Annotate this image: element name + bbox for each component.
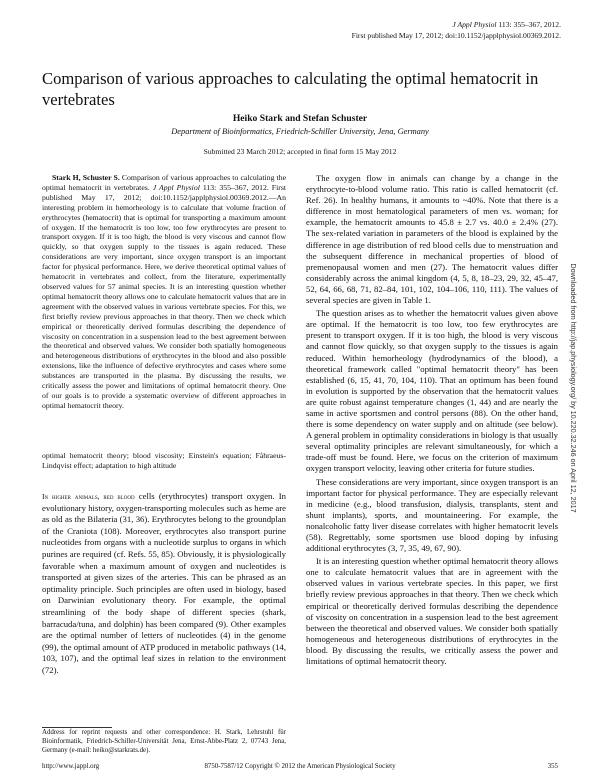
running-header bbox=[352, 20, 561, 41]
paragraph-importance: These considerations are very important, since oxygen transport is an important factor for physical performance. They are especially relevant in medicine (e.g., blood transfusion, dialysis, transplants, stent and shunt implants), sports, and mountaineering. For example, the nonalcoholic fatty liver disease correlates with higher hematocrit levels (58). Regrettably, some sportsmen use blood doping by infusing additional erythrocytes (3, 7, 35, 49, 67, 90). bbox=[306, 476, 558, 554]
intro-lead: In higher animals, red blood bbox=[42, 492, 135, 501]
citation: 113: 355–367, 2012. bbox=[498, 20, 561, 29]
submission-dates: Submitted 23 March 2012; accepted in final form 15 May 2012 bbox=[203, 147, 397, 156]
keywords: optimal hematocrit theory; blood viscosity; Einstein's equation; Fåhraeus-Lindqvist effect; adaptation to high altitude bbox=[42, 451, 286, 470]
paragraph-paper-aims: It is an interesting question whether optimal hematocrit theory allows one to calculate hematocrit values that are in agreement with the observed values in various vertebrate species. In this paper, we first briefly review previous approaches in that theory. Then we check which empirical or theoretically derived formulas describing the dependence of viscosity on concentration in a suspension lead to the best agreement between the theoretical and observed values. We consider both spatially homogeneous and heterogeneous distributions of erythrocytes in the blood. By discussing the results, we critically assess the power and limitations of optimal hematocrit theory. bbox=[306, 556, 558, 667]
paragraph-hematocrit-intro: The oxygen flow in animals can change by a change in the erythrocyte-to-blood volume ratio. This ratio is called hematocrit (cf. Ref. 26). In healthy humans, it amounts to ~40%. Note that there is a difference in most hematological parameters of men vs. woman; for example, the hematocrit amounts to 45.8 ± 2.7 vs. 40.0 ± 2.4% (27). The sex-related variation in parameters of the blood is explained by the difference in age distribution of red blood cells due to menstruation and the subsequent difference in mechanical properties of blood of premenopausal women and men (27). The hematocrit values differ considerably across the animal kingdom (4, 5, 8, 18–23, 29, 32, 45–47, 52, 64, 66, 68, 71, 82–84, 101, 102, 104–106, 110, 111). The values of several species are given in Table 1. bbox=[306, 173, 558, 306]
correspondence-footnote: Address for reprint requests and other correspondence: H. Stark, Lehrstuhl für Bioinformatik, Friedrich-Schiller-Universität Jena, Ernst-Abbe-Platz 2, 07743 Jena, Germany (e-mail: heiko@starkrats.de). bbox=[42, 729, 286, 754]
abstract-authors: Stark H, Schuster S. bbox=[52, 173, 120, 182]
affiliation: Department of Bioinformatics, Friedrich-Schiller University, Jena, Germany bbox=[171, 127, 429, 136]
footnote-rule bbox=[42, 727, 112, 728]
page-number: 355 bbox=[547, 763, 558, 770]
journal-url-link[interactable]: http://www.jappl.org bbox=[42, 763, 100, 770]
intro-body: cells (erythrocytes) transport oxygen. In evolutionary history, oxygen-transporting molecules such as heme are as old as the Bilateria (31, 36). Erythrocytes belong to the groundplan of the Craniota (108). Moreover, erythrocytes also transport purine nucleotides from organs with a nucleotide surplus to organs in which purines are required (cf. Refs. 55, 85). Obviously, it is physiologically favorable when a maximum amount of oxygen and nucleotides is transported at given sizes of the arteries. This can be phrased as an optimality principle. Such principles are often used in biology, based on Darwinian evolutionary theory. For example, the optimal streamlining of the body shape of different species (shark, barracuda/tuna, and dolphin) has been compared (9). Other examples are the optimal number of letters of nucleotides (4) in the genome (99), the optimal amount of ATP produced in metabolic pathways (14, 103, 107), and the optimal leaf sizes in relation to the environment (72). bbox=[42, 491, 286, 675]
authors: Heiko Stark and Stefan Schuster bbox=[232, 113, 368, 124]
published-line: First published May 17, 2012; doi:10.1152/japplphysiol.00369.2012. bbox=[351, 30, 561, 40]
paragraph-optimality-question: The question arises as to whether the hematocrit values given above are optimal. If the hematocrit is too low, too few erythrocytes are present to transport oxygen. If it is too high, the blood is very viscous and cannot flow quickly, so that oxygen supply to the tissues is again reduced. Within hemorheology (hydrodynamics of the blood), a theoretical framework called "optimal hematocrit theory" has been established (6, 15, 41, 70, 104, 110). That an optimum has been found in evolution is supported by the observation that the hematocrit values are quite robust against temperature changes (1, 44) and are nearly the same in active sportsmen and control persons (88). On the other hand, there is some dependency on water supply and on altitude (see below). A general problem in optimality considerations in biology is that usually several optimality principles are relevant simultaneously, for which a trade-off must be found. Here, we focus on the criterion of maximum oxygen transport velocity, leaving other criteria for future studies. bbox=[306, 308, 558, 474]
abstract-journal: J Appl Physiol bbox=[152, 182, 200, 192]
right-column bbox=[306, 173, 558, 669]
journal-name: J Appl Physiol bbox=[452, 20, 497, 29]
abstract-title: Comparison of various approaches to calculating the optimal hematocrit in vertebrates. bbox=[42, 173, 287, 192]
copyright-line: 8750-7587/12 Copyright © 2012 the American Physiological Society bbox=[204, 763, 396, 770]
download-watermark: Downloaded from http://jap.physiology.org/ by 10.220.32.246 on April 12, 2017 bbox=[569, 263, 578, 513]
introduction-paragraph bbox=[42, 491, 286, 677]
abstract bbox=[42, 173, 286, 411]
article-title: Comparison of various approaches to calculating the optimal hematocrit in vertebrates bbox=[42, 69, 539, 109]
abstract-body: 113: 355–367, 2012. First published May 17, 2012; doi:10.1152/japplphysiol.00369.2012.—An interesting problem in hemorheology is to calculate that volume fraction of erythrocytes (hematocrit) that is optimal for transporting a maximum amount of oxygen. If the hematocrit is too low, too few erythrocytes are present to transport oxygen. If it is too high, the blood is very viscous and cannot flow quickly, so that oxygen supply to the tissues is again reduced. These considerations are very important, since oxygen transport is an important factor for physical performance. Here, we derive theoretical optimal values of hematocrit in vertebrates and collect, from the literature, experimentally observed values for 57 animal species. It is an interesting question whether optimal hematocrit theory allows one to calculate hematocrit values that are in agreement with the observed values in various vertebrate species. For this, we first briefly review previous approaches in that theory. Then we check which empirical or theoretically derived formulas describing the dependence of viscosity on concentration in a suspension lead to the best agreement between the theoretical and observed values. We consider both spatially homogeneous and heterogeneous distributions of erythrocytes in the blood and also possible extensions, like the influence of defective erythrocytes and cases where some substances are transported in the plasma. By discussing the results, we critically assess the power and limitations of optimal hematocrit theory. One of our goals is to provide a systematic overview of different approaches in optimal hematocrit theory. bbox=[42, 182, 286, 410]
